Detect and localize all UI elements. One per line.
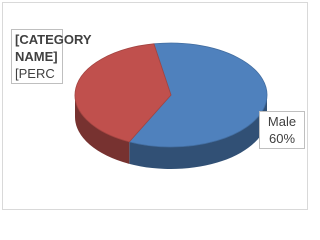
data-label-male-category: Male [267,114,297,129]
data-label-category-percent: [PERC [15,66,55,81]
data-label-male-percent: 60% [268,131,296,146]
chart-area [2,2,308,210]
data-label-category-name [11,29,92,84]
data-label-category-text: [CATEGORY NAME] [15,32,92,64]
data-label-male [259,111,305,149]
